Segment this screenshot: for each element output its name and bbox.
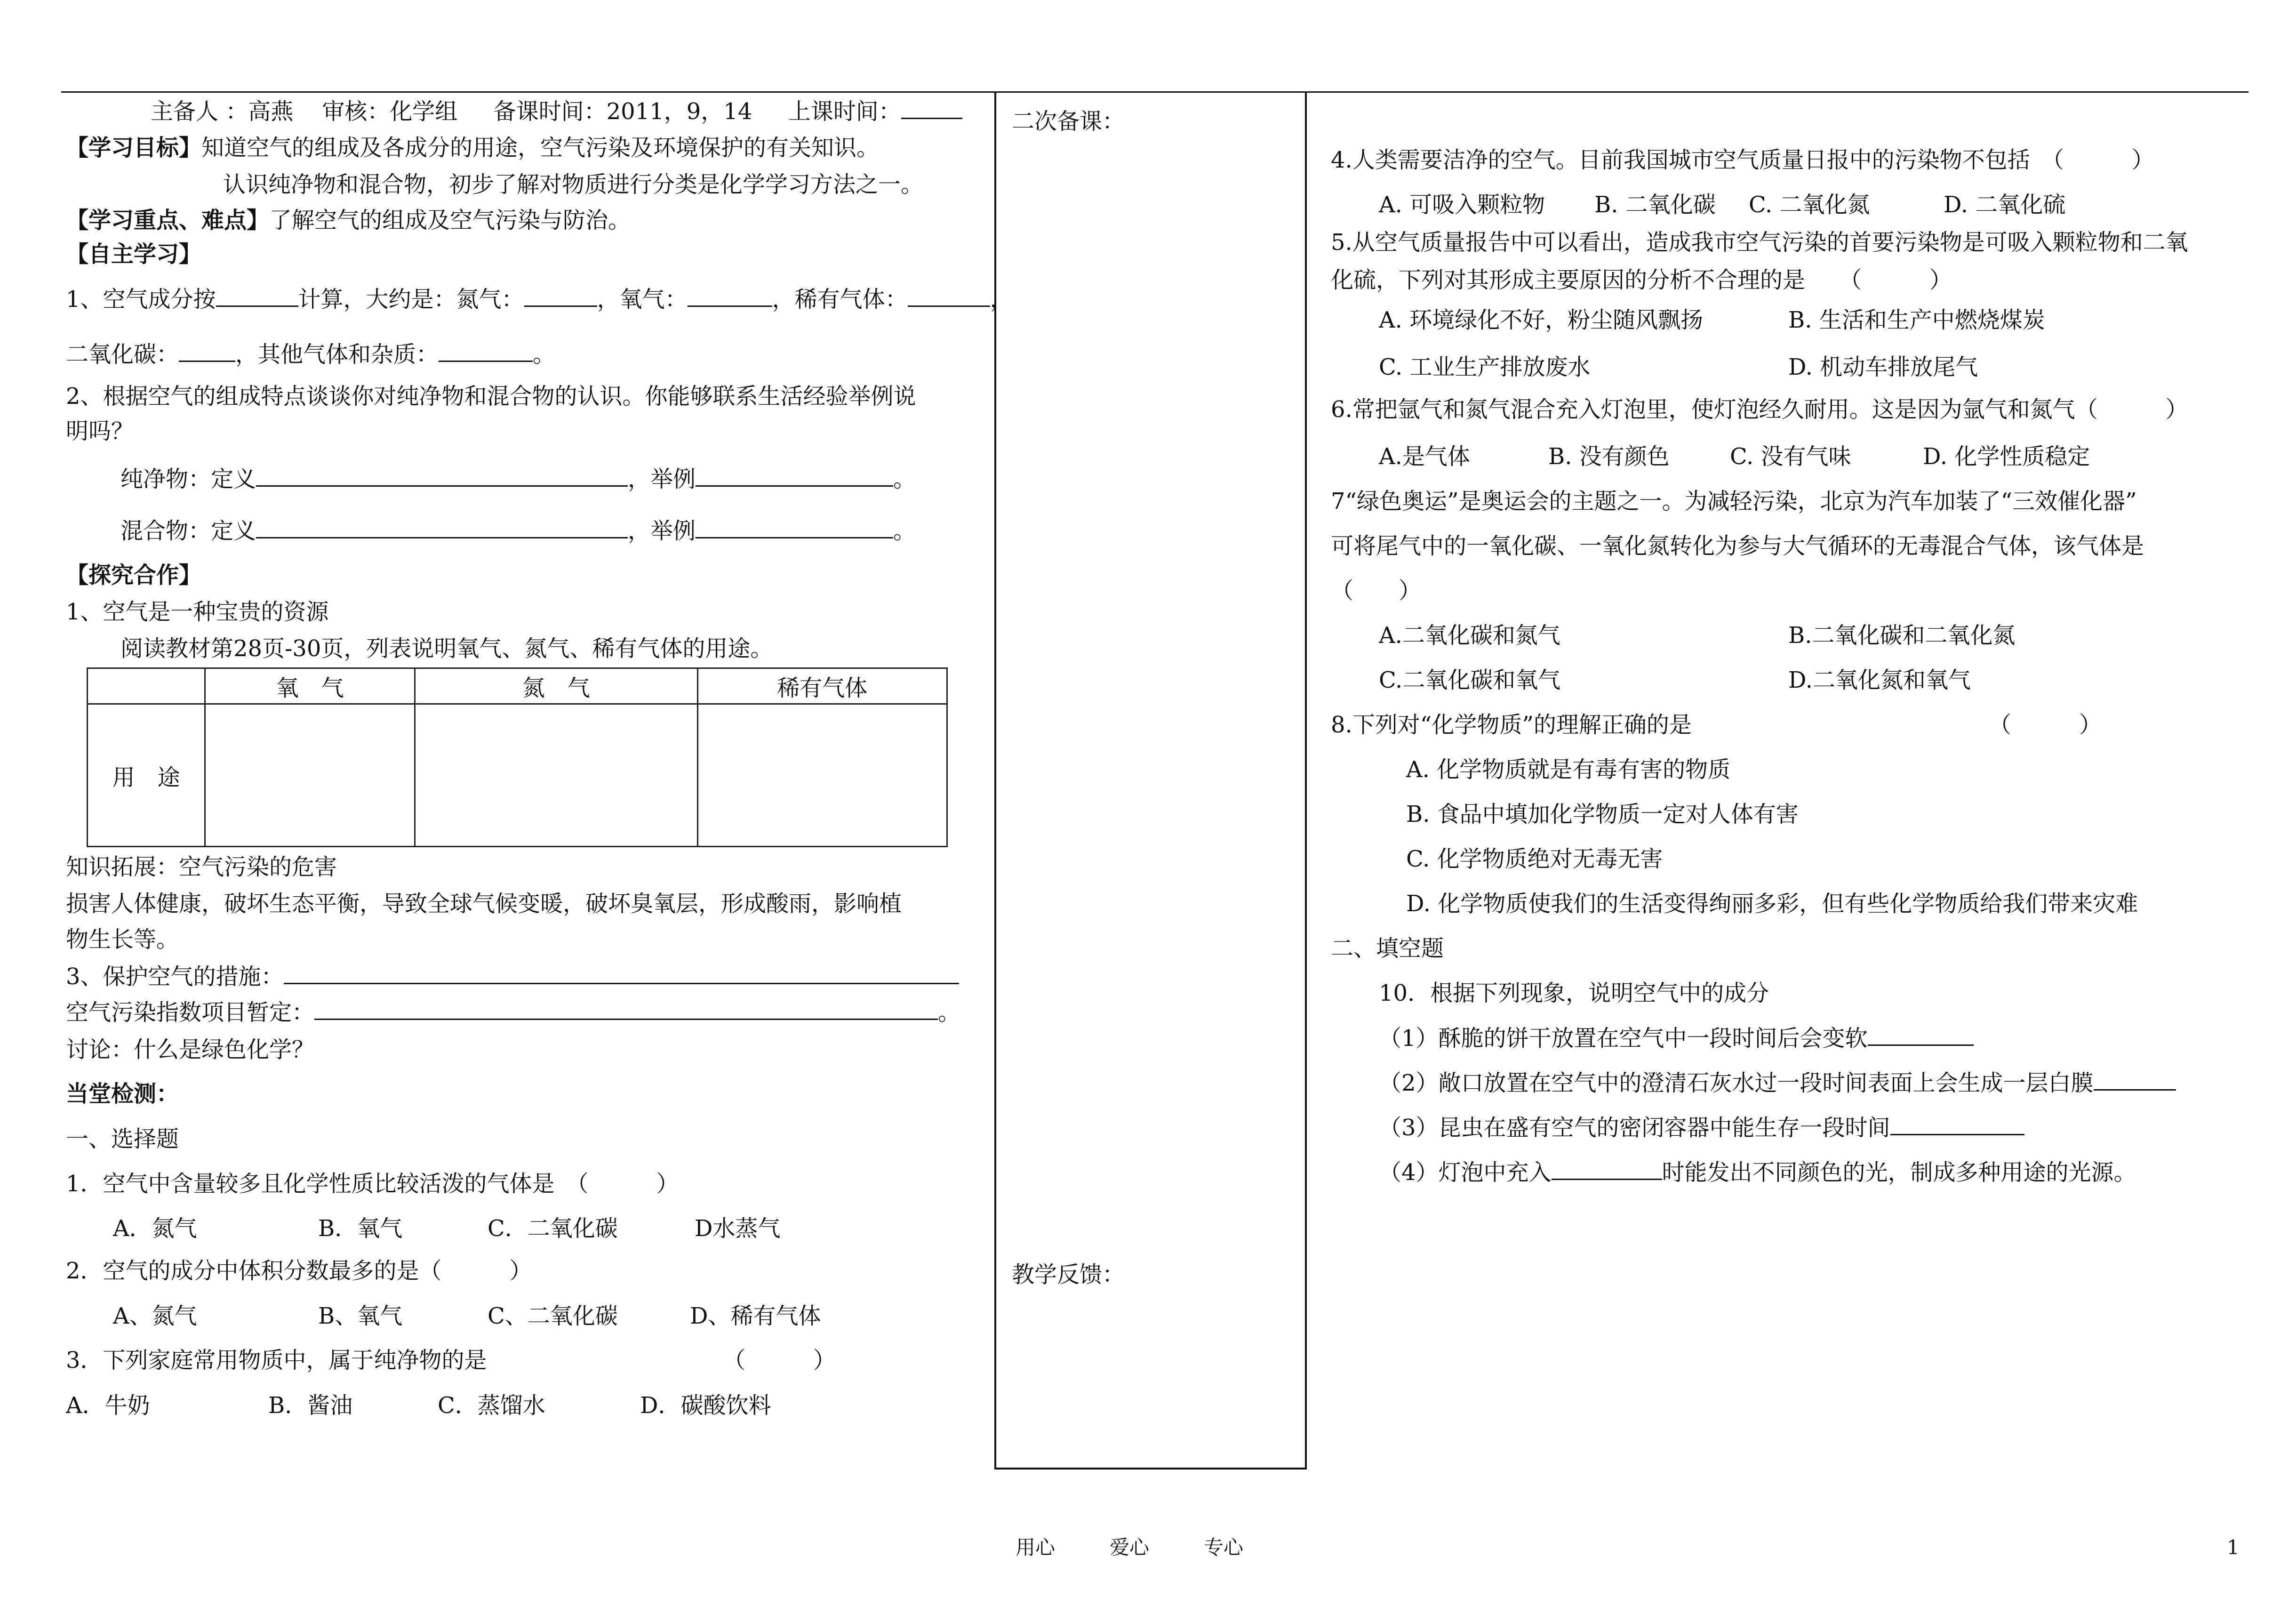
right-q5-option[interactable]: D. 机动车排放尾气 bbox=[1788, 354, 1978, 380]
table-row-label: 用 途 bbox=[88, 704, 205, 847]
class-time-blank bbox=[901, 97, 962, 119]
footer-word: 专心 bbox=[1204, 1536, 1244, 1559]
check-q2-option[interactable]: D、稀有气体 bbox=[690, 1303, 821, 1329]
ext-line1: 损害人体健康，破坏生态平衡，导致全球气候变暖，破坏臭氧层，形成酸雨，影响植 bbox=[66, 891, 902, 917]
right-q7-line2: 可将尾气中的一氧化碳、一氧化氮转化为参与大气循环的无毒混合气体，该气体是 bbox=[1331, 533, 2144, 559]
second-prep-label: 二次备课： bbox=[1012, 108, 1125, 135]
right-q5-line1: 5.从空气质量报告中可以看出，造成我市空气污染的首要污染物是可吸入颗粒物和二氧 bbox=[1331, 229, 2188, 256]
right-q5-option[interactable]: A. 环境绿化不好，粉尘随风飘扬 bbox=[1379, 307, 1704, 333]
right-q4-option[interactable]: A. 可吸入颗粒物 bbox=[1379, 192, 1545, 218]
right-q6-option[interactable]: A.是气体 bbox=[1379, 443, 1470, 470]
self-study-heading: 【自主学习】 bbox=[66, 241, 202, 267]
check-q1-option[interactable]: D水蒸气 bbox=[695, 1215, 781, 1242]
table-header-nitrogen: 氮 气 bbox=[415, 668, 697, 704]
right-q7-option[interactable]: A.二氧化碳和氮气 bbox=[1379, 622, 1560, 649]
right-q8-option[interactable]: D. 化学物质使我们的生活变得绚丽多彩，但有些化学物质给我们带来灾难 bbox=[1406, 891, 2138, 917]
right-q7-option[interactable]: B.二氧化碳和二氧化氮 bbox=[1788, 622, 2016, 649]
right-q6: 6.常把氩气和氮气混合充入灯泡里，使灯泡经久耐用。这是因为氩气和氮气（ ） bbox=[1331, 396, 2188, 423]
check-q3-paren: （ ） bbox=[723, 1347, 836, 1373]
right-q4: 4.人类需要洁净的空气。目前我国城市空气质量日报中的污染物不包括 （ ） bbox=[1331, 147, 2154, 173]
self-study-q2-line1: 2、根据空气的组成特点谈谈你对纯净物和混合物的认识。你能够联系生活经验举例说 bbox=[66, 383, 916, 410]
fill-blank[interactable] bbox=[179, 340, 235, 362]
mixture-line: 混合物：定义 ，举例 。 bbox=[120, 516, 916, 545]
self-study-q1-cont: 二氧化碳： ，其他气体和杂质： 。 bbox=[66, 340, 555, 369]
right-q10: 10．根据下列现象，说明空气中的成分 bbox=[1379, 980, 1769, 1006]
right-q8-option[interactable]: A. 化学物质就是有毒有害的物质 bbox=[1406, 756, 1731, 783]
top-rule bbox=[61, 91, 2248, 93]
index-items-line: 空气污染指数项目暂定： 。 bbox=[66, 998, 960, 1027]
right-q6-option[interactable]: B. 没有颜色 bbox=[1548, 443, 1670, 470]
fill-blank[interactable] bbox=[256, 465, 628, 487]
ext-line2: 物生长等。 bbox=[66, 926, 179, 953]
goals-text1: 知道空气的组成及各成分的用途，空气污染及环境保护的有关知识。 bbox=[201, 135, 880, 161]
explore-item1-sub: 阅读教材第28页-30页，列表说明氧气、氮气、稀有气体的用途。 bbox=[120, 635, 773, 662]
prep-time: 备课时间：2011，9，14 bbox=[493, 98, 752, 125]
fill-blank[interactable] bbox=[688, 285, 772, 307]
class-time: 上课时间： bbox=[788, 98, 901, 125]
middle-box-right bbox=[1305, 92, 1307, 1469]
check-q3: 3．下列家庭常用物质中，属于纯净物的是 bbox=[66, 1347, 487, 1373]
check-q1: 1．空气中含量较多且化学性质比较活泼的气体是 （ ） bbox=[66, 1171, 679, 1197]
check-q3-option[interactable]: B．酱油 bbox=[268, 1392, 353, 1419]
goals-line2: 认识纯净物和混合物，初步了解对物质进行分类是化学学习方法之一。 bbox=[223, 171, 924, 198]
table-header-oxygen: 氧 气 bbox=[205, 668, 415, 704]
footer-word: 用心 bbox=[1016, 1536, 1056, 1559]
right-q7-line1: 7“绿色奥运”是奥运会的主题之一。为减轻污染，北京为汽车加装了“三效催化器” bbox=[1331, 488, 2137, 514]
self-study-q2-line2: 明吗？ bbox=[66, 418, 134, 444]
table-header-noble: 稀有气体 bbox=[697, 668, 947, 704]
fill-blank[interactable] bbox=[696, 465, 893, 487]
explore-item1: 1、空气是一种宝贵的资源 bbox=[66, 599, 329, 625]
right-q7-option[interactable]: D.二氧化氮和氧气 bbox=[1788, 667, 1971, 693]
right-q10-item: （4）灯泡中充入 时能发出不同颜色的光，制成多种用途的光源。 bbox=[1379, 1158, 2136, 1187]
right-q10-item: （3）昆虫在盛有空气的密闭容器中能生存一段时间 bbox=[1379, 1113, 2024, 1142]
table-cell[interactable] bbox=[697, 704, 947, 847]
section-fill: 二、填空题 bbox=[1331, 935, 1444, 962]
check-q2-option[interactable]: A、氮气 bbox=[113, 1303, 197, 1329]
ext-title: 知识拓展：空气污染的危害 bbox=[66, 854, 337, 880]
table-cell[interactable] bbox=[415, 704, 697, 847]
fill-blank[interactable] bbox=[216, 285, 298, 307]
fill-blank[interactable] bbox=[256, 516, 628, 538]
right-q8-option[interactable]: B. 食品中填加化学物质一定对人体有害 bbox=[1406, 801, 1799, 827]
check-q3-option[interactable]: A．牛奶 bbox=[66, 1392, 150, 1419]
page-number: 1 bbox=[2227, 1536, 2240, 1559]
fill-blank[interactable] bbox=[1890, 1113, 2024, 1135]
check-q1-option[interactable]: A．氮气 bbox=[113, 1215, 197, 1242]
fill-blank[interactable] bbox=[439, 340, 533, 362]
fill-blank[interactable] bbox=[696, 516, 893, 538]
self-study-q1: 1、空气成分按 计算，大约是：氮气： ，氧气： ，稀有气体： ， bbox=[66, 285, 1013, 313]
right-q5-line2: 化硫，下列对其形成主要原因的分析不合理的是 （ ） bbox=[1331, 267, 1952, 293]
protect-air-line: 3、保护空气的措施： bbox=[66, 962, 959, 991]
feedback-label: 教学反馈： bbox=[1012, 1261, 1125, 1288]
right-q5-option[interactable]: C. 工业生产排放废水 bbox=[1379, 354, 1591, 380]
pure-substance-line: 纯净物：定义 ，举例 。 bbox=[120, 465, 916, 493]
right-q8: 8.下列对“化学物质”的理解正确的是 bbox=[1331, 712, 1692, 738]
right-q8-paren: （ ） bbox=[1989, 712, 2102, 738]
check-q1-option[interactable]: B．氧气 bbox=[318, 1215, 403, 1242]
header-line bbox=[151, 97, 962, 126]
right-q7-option[interactable]: C.二氧化碳和氧气 bbox=[1379, 667, 1561, 693]
right-q7-line3: （ ） bbox=[1331, 578, 1422, 604]
right-q6-option[interactable]: C. 没有气味 bbox=[1730, 443, 1851, 470]
fill-blank[interactable] bbox=[1868, 1024, 1974, 1046]
table-cell[interactable] bbox=[205, 704, 415, 847]
discussion: 讨论：什么是绿色化学？ bbox=[66, 1036, 315, 1063]
right-q4-option[interactable]: C. 二氧化氮 bbox=[1749, 192, 1870, 218]
reviewer: 审核：化学组 bbox=[322, 98, 458, 125]
check-q1-option[interactable]: C．二氧化碳 bbox=[488, 1215, 618, 1242]
right-q4-option[interactable]: B. 二氧化碳 bbox=[1594, 192, 1716, 218]
uses-table bbox=[87, 667, 948, 847]
right-q8-option[interactable]: C. 化学物质绝对无毒无害 bbox=[1406, 846, 1663, 872]
check-heading: 当堂检测： bbox=[66, 1081, 179, 1107]
check-q3-option[interactable]: D．碳酸饮料 bbox=[640, 1392, 771, 1419]
fill-blank[interactable] bbox=[284, 962, 959, 984]
fill-blank[interactable] bbox=[524, 285, 597, 307]
goals-line1 bbox=[66, 134, 879, 162]
check-q2: 2．空气的成分中体积分数最多的是（ ） bbox=[66, 1258, 532, 1284]
fill-blank[interactable] bbox=[1552, 1158, 1662, 1180]
fill-blank[interactable] bbox=[314, 998, 938, 1020]
goals-label: 【学习目标】 bbox=[66, 135, 202, 161]
right-q10-item: （2）敞口放置在空气中的澄清石灰水过一段时间表面上会生成一层白膜 bbox=[1379, 1068, 2176, 1097]
fill-blank[interactable] bbox=[2094, 1068, 2176, 1091]
check-q2-option[interactable]: C、二氧化碳 bbox=[488, 1303, 618, 1329]
right-q6-option[interactable]: D. 化学性质稳定 bbox=[1923, 443, 2090, 470]
middle-box-bottom bbox=[994, 1468, 1307, 1469]
check-q2-option[interactable]: B、氧气 bbox=[318, 1303, 403, 1329]
key-points-line bbox=[66, 206, 631, 234]
right-q10-item: （1）酥脆的饼干放置在空气中一段时间后会变软 bbox=[1379, 1024, 1974, 1052]
footer-word: 爱心 bbox=[1110, 1536, 1150, 1559]
right-q4-option[interactable]: D. 二氧化硫 bbox=[1944, 192, 2066, 218]
table-corner bbox=[88, 668, 205, 704]
section-choice: 一、选择题 bbox=[66, 1126, 179, 1152]
check-q3-option[interactable]: C．蒸馏水 bbox=[438, 1392, 545, 1419]
right-q5-option[interactable]: B. 生活和生产中燃烧煤炭 bbox=[1788, 307, 2045, 333]
explore-heading: 【探究合作】 bbox=[66, 562, 202, 588]
preparer: 主备人 ：高燕 bbox=[151, 98, 294, 125]
fill-blank[interactable] bbox=[908, 285, 990, 307]
key-points-label: 【学习重点、难点】 bbox=[66, 207, 270, 233]
key-points-text: 了解空气的组成及空气污染与防治。 bbox=[269, 207, 631, 233]
